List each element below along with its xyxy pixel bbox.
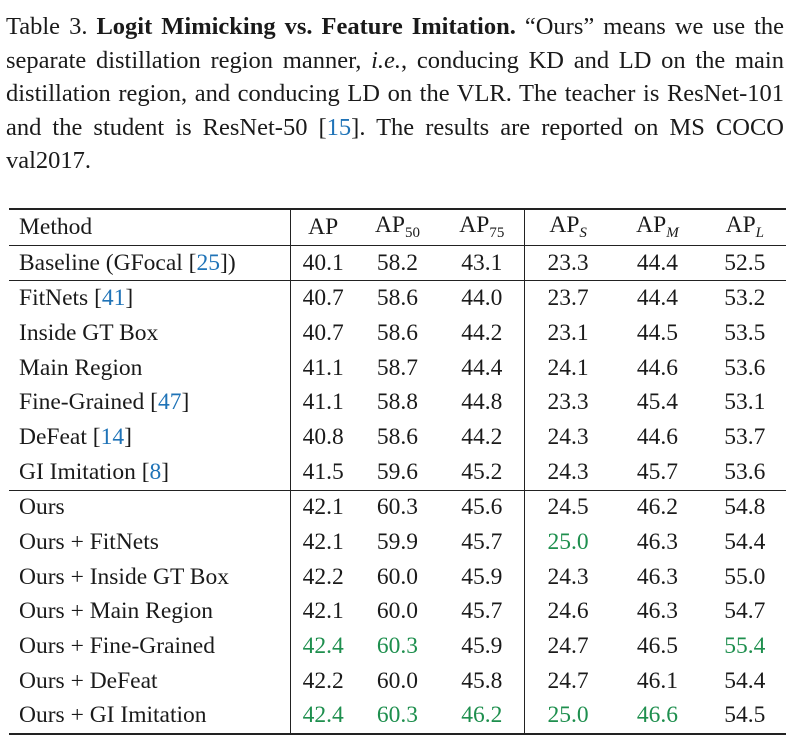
aps-cell: 24.3 xyxy=(524,420,611,455)
apl-cell: 55.0 xyxy=(724,563,766,590)
method-cell xyxy=(9,385,291,420)
method-name-suffix: ] xyxy=(161,458,170,485)
apl-cell: 54.4 xyxy=(724,529,766,556)
apl-cell: 55.4 xyxy=(724,633,766,660)
table-row xyxy=(9,629,786,664)
ap75-cell: 45.9 xyxy=(461,633,503,660)
apm-cell: 44.6 xyxy=(636,354,679,381)
caption-text-2: , conducing KD and LD on the main distillation region, and conducing LD on the VLR. The teacher is ResNet-101 and the student is ResNet-50 [ xyxy=(6,46,784,141)
ap-cell: 42.4 xyxy=(291,629,356,664)
method-name-suffix: ] xyxy=(124,423,132,450)
table-caption xyxy=(6,10,784,178)
apl-cell: 53.2 xyxy=(724,285,766,312)
apm-cell: 46.5 xyxy=(636,633,679,660)
table-row xyxy=(9,351,786,386)
method-name: Ours + Main Region xyxy=(19,598,214,625)
method-cell xyxy=(9,245,291,281)
citation-link[interactable]: 14 xyxy=(100,423,125,450)
apm-cell: 46.6 xyxy=(636,702,679,729)
apl-cell: 52.5 xyxy=(724,249,766,276)
apl-cell: 53.6 xyxy=(724,354,766,381)
method-name-suffix: ]) xyxy=(220,249,236,276)
method-cell xyxy=(9,351,291,386)
table-row xyxy=(9,525,786,560)
ap50-cell: 58.6 xyxy=(376,319,419,346)
aps-cell: 24.5 xyxy=(524,490,611,525)
apl-cell: 53.7 xyxy=(724,423,766,450)
ap75-cell: 45.2 xyxy=(461,458,503,485)
apm-cell: 46.1 xyxy=(636,667,679,694)
apl-cell: 54.8 xyxy=(724,494,766,521)
apm-cell: 44.4 xyxy=(636,249,679,276)
ap75-cell: 45.7 xyxy=(461,598,503,625)
method-cell xyxy=(9,525,291,560)
method-cell xyxy=(9,316,291,351)
citation-link[interactable]: 8 xyxy=(149,458,162,485)
aps-cell: 24.3 xyxy=(524,455,611,490)
ap50-cell: 58.7 xyxy=(376,354,419,381)
ap-cell: 42.1 xyxy=(291,525,356,560)
apm-cell: 46.2 xyxy=(636,494,679,521)
table-row xyxy=(9,699,786,735)
header-apl: $AP_L$ xyxy=(725,212,764,242)
ap-cell: 41.1 xyxy=(291,351,356,386)
apm-cell: 44.6 xyxy=(636,423,679,450)
method-name: Ours + DeFeat xyxy=(19,667,158,694)
table-row xyxy=(9,385,786,420)
ap75-cell: 44.2 xyxy=(461,423,503,450)
method-name: Ours + FitNets xyxy=(19,529,159,556)
aps-cell: 24.1 xyxy=(524,351,611,386)
method-name: GI Imitation [ xyxy=(19,458,150,485)
method-cell xyxy=(9,664,291,699)
ap75-cell: 45.6 xyxy=(461,494,503,521)
results-table xyxy=(9,208,786,735)
ap75-cell: 44.0 xyxy=(461,285,503,312)
apm-cell: 45.7 xyxy=(636,458,679,485)
table-row xyxy=(9,281,786,316)
aps-cell: 23.3 xyxy=(524,245,611,281)
ap-cell: 41.1 xyxy=(291,385,356,420)
ap75-cell: 45.9 xyxy=(461,563,503,590)
ap75-cell: 45.8 xyxy=(461,667,503,694)
apl-cell: 54.7 xyxy=(724,598,766,625)
ap-cell: 40.7 xyxy=(291,281,356,316)
table-row xyxy=(9,664,786,699)
table-header-row xyxy=(9,209,786,245)
apm-cell: 46.3 xyxy=(636,598,679,625)
caption-text-3: ]. The results are reported on MS COCO val2017. xyxy=(6,113,784,174)
ap75-cell: 46.2 xyxy=(461,702,503,729)
table-row xyxy=(9,316,786,351)
aps-cell: 24.3 xyxy=(524,560,611,595)
ap50-cell: 60.0 xyxy=(376,667,419,694)
method-cell xyxy=(9,699,291,735)
method-name: Fine-Grained [ xyxy=(19,389,158,416)
header-apm: $AP_M$ xyxy=(636,212,679,242)
caption-title: Logit Mimicking vs. Feature Imitation. xyxy=(96,13,516,40)
method-cell xyxy=(9,629,291,664)
citation-link[interactable]: 25 xyxy=(196,249,221,276)
method-name: Ours + Fine-Grained xyxy=(19,633,215,660)
table-row xyxy=(9,595,786,630)
ap50-cell: 60.3 xyxy=(376,633,419,660)
apl-cell: 53.6 xyxy=(724,458,766,485)
header-aps: $AP_S$ xyxy=(524,209,611,245)
ap50-cell: 60.0 xyxy=(376,598,419,625)
ap-cell: 40.8 xyxy=(291,420,356,455)
apm-cell: 46.3 xyxy=(636,529,679,556)
ap50-cell: 60.3 xyxy=(376,494,419,521)
method-name: Ours xyxy=(19,494,65,521)
ap-cell: 42.2 xyxy=(291,664,356,699)
aps-cell: 25.0 xyxy=(524,699,611,735)
header-method: Method xyxy=(19,213,93,240)
header-ap: AP xyxy=(291,209,356,245)
ap75-cell: 44.8 xyxy=(461,389,503,416)
apm-cell: 44.5 xyxy=(636,319,679,346)
ap50-cell: 58.6 xyxy=(376,285,419,312)
caption-ie: i.e. xyxy=(371,46,402,74)
apm-cell: 46.3 xyxy=(636,563,679,590)
apm-cell: 45.4 xyxy=(636,389,679,416)
method-name: Ours + GI Imitation xyxy=(19,702,207,729)
ap75-cell: 45.7 xyxy=(461,529,503,556)
citation-link[interactable]: 41 xyxy=(101,285,126,312)
ap-cell: 42.2 xyxy=(291,560,356,595)
method-name: FitNets [ xyxy=(19,285,102,312)
table-label: Table 3. xyxy=(6,13,88,40)
aps-cell: 24.6 xyxy=(524,595,611,630)
apl-cell: 54.4 xyxy=(724,667,766,694)
aps-cell: 25.0 xyxy=(524,525,611,560)
apm-cell: 44.4 xyxy=(636,285,679,312)
table-row xyxy=(9,420,786,455)
method-name-suffix: ] xyxy=(181,389,190,416)
ap75-cell: 44.4 xyxy=(461,354,503,381)
header-ap50: $AP_{50}$ xyxy=(374,212,420,242)
citation-link[interactable]: 47 xyxy=(158,389,182,416)
table-row xyxy=(9,560,786,595)
method-cell xyxy=(9,455,291,490)
aps-cell: 23.7 xyxy=(524,281,611,316)
ap75-cell: 44.2 xyxy=(461,319,503,346)
apl-cell: 53.5 xyxy=(724,319,766,346)
ap50-cell: 59.9 xyxy=(376,529,419,556)
apl-cell: 53.1 xyxy=(724,389,766,416)
method-name: Inside GT Box xyxy=(19,319,159,346)
aps-cell: 23.3 xyxy=(524,385,611,420)
method-cell xyxy=(9,560,291,595)
apl-cell: 54.5 xyxy=(724,702,766,729)
ap75-cell: 43.1 xyxy=(461,249,503,276)
method-name: Main Region xyxy=(19,354,143,381)
method-name-suffix: ] xyxy=(125,285,134,312)
aps-cell: 23.1 xyxy=(524,316,611,351)
ap50-cell: 60.0 xyxy=(376,563,419,590)
caption-text-1: “Ours” means we use the separate distillation region manner, xyxy=(6,13,785,74)
aps-cell: 24.7 xyxy=(524,629,611,664)
method-cell xyxy=(9,490,291,525)
method-cell xyxy=(9,420,291,455)
ap50-cell: 58.6 xyxy=(376,423,419,450)
table-row xyxy=(9,455,786,490)
ap-cell: 40.1 xyxy=(291,245,356,281)
method-name: Baseline (GFocal [ xyxy=(19,249,197,276)
method-name: Ours + Inside GT Box xyxy=(19,563,229,590)
method-name: DeFeat [ xyxy=(19,423,101,450)
ap50-cell: 58.2 xyxy=(376,249,419,276)
table-row xyxy=(9,490,786,525)
caption-citation-link[interactable]: 15 xyxy=(326,113,352,141)
ap50-cell: 60.3 xyxy=(376,702,419,729)
table-body xyxy=(9,245,786,734)
ap-cell: 42.1 xyxy=(291,490,356,525)
ap-cell: 40.7 xyxy=(291,316,356,351)
ap50-cell: 59.6 xyxy=(376,458,419,485)
ap-cell: 41.5 xyxy=(291,455,356,490)
table-row xyxy=(9,245,786,281)
ap-cell: 42.1 xyxy=(291,595,356,630)
header-ap75: $AP_{75}$ xyxy=(459,212,505,242)
ap50-cell: 58.8 xyxy=(376,389,419,416)
ap-cell: 42.4 xyxy=(291,699,356,735)
aps-cell: 24.7 xyxy=(524,664,611,699)
method-cell xyxy=(9,595,291,630)
method-cell xyxy=(9,281,291,316)
